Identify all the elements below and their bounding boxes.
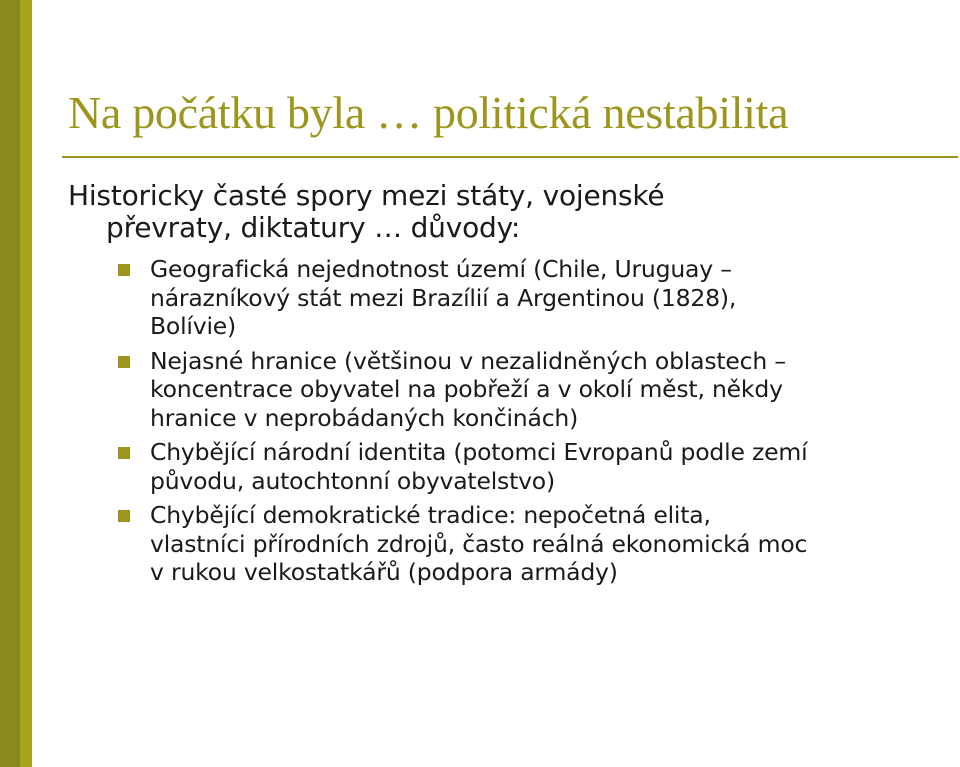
- bullet-line: Bolívie): [150, 312, 237, 340]
- bullet-line: Geografická nejednotnost území (Chile, Uruguay –: [150, 255, 732, 283]
- bullet-line: původu, autochtonní obyvatelstvo): [150, 466, 555, 495]
- left-accent-bar-highlight: [20, 0, 32, 767]
- bullet-item-democracy: [116, 501, 960, 587]
- bullet-line: v rukou velkostatkářů (podpora armády): [150, 558, 618, 586]
- bullet-item-geography: [116, 255, 960, 341]
- bullet-line: Chybějící demokratické tradice: nepočetná elita,: [150, 501, 711, 529]
- bullet-line: Chybějící národní identita (potomci Evropanů podle zemí: [150, 438, 808, 466]
- intro-line-1: Historicky časté spory mezi státy, vojenské: [68, 179, 665, 212]
- bullet-item-borders: [116, 347, 960, 433]
- bullet-item-identity: [116, 438, 960, 495]
- bullet-line: nárazníkový stát mezi Brazílií a Argentinou (1828),: [150, 283, 737, 312]
- intro-line-2: převraty, diktatury … důvody:: [106, 211, 521, 244]
- title-divider: [62, 156, 958, 158]
- bullet-line: vlastníci přírodních zdrojů, často reálná ekonomická moc: [150, 529, 808, 558]
- bullet-line: Nejasné hranice (většinou v nezalidněných oblastech –: [150, 346, 786, 375]
- bullet-list: [116, 255, 960, 593]
- square-bullet-icon: [118, 264, 130, 276]
- bullet-line: hranice v neprobádaných končinách): [150, 403, 579, 432]
- intro-text: [68, 180, 888, 244]
- square-bullet-icon: [118, 356, 130, 368]
- bullet-line: koncentrace obyvatel na pobřeží a v okolí měst, někdy: [150, 375, 783, 403]
- square-bullet-icon: [118, 447, 130, 459]
- square-bullet-icon: [118, 510, 130, 522]
- slide-title: Na počátku byla … politická nestabilita: [68, 87, 789, 138]
